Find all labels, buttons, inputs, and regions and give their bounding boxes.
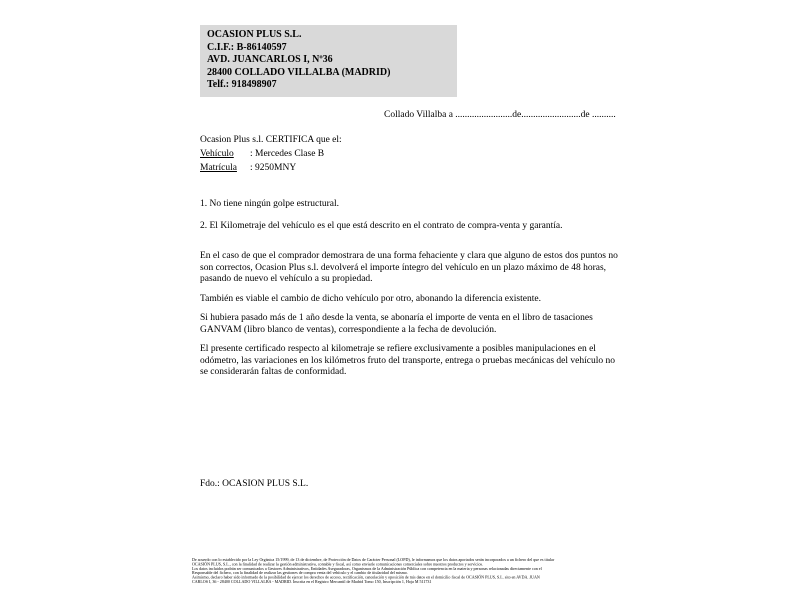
legal-footer [192,558,615,584]
paragraph-refund: En el caso de que el comprador demostrara de una forma fehaciente y clara que alguno de estos dos puntos no son correctos, Ocasion Plus s.l. devolverá el importe íntegro del vehículo en un plazo máximo de 48 horas, pasando de nuevo el vehículo a su propiedad. [200,251,618,284]
point-mileage: 2. El Kilometraje del vehículo es el que está descrito en el contrato de compra-venta y garantía. [200,220,563,231]
footer-line-6: CARLOS I, 36 - 28400 COLLADO VILLALBA - MADRID. Inscrita en el Registro Mercantil de Madrid Tomo 150, Inscripción 1, Hoja M 511731 [192,579,432,585]
plate-label-wrap [200,161,250,175]
paragraph-exchange: También es viable el cambio de dicho vehículo por otro, abonando la diferencia existente. [200,293,541,304]
footer-line-2: OCASIÓN PLUS, S.L., con la finalidad de realizar la gestión administrativa, contable y fiscal, así como enviarle comunicaciones comerciales sobre nuestros productos y servicios. [192,561,484,567]
paragraph-odometer: El presente certificado respecto al kilometraje se refiere exclusivamente a posibles manipulaciones en el odómetro, las variaciones en los kilómetros fruto del transporte, entrega o pruebas mecánicas del vehículo no se considerarán faltas de conformidad. [200,344,615,377]
certify-intro: Ocasion Plus s.l. CERTIFICA que el: [200,135,342,145]
plate-label: Matrícula [200,163,237,173]
footer-line-3: Los datos incluidos podrán ser comunicados a Gestores Administrativos, Entidades Aseguradoras, Organismos de la Administración Pública con competencia en la materia y personas relacionadas directamente con el [192,566,542,571]
vehicle-value: : Mercedes Clase B [250,149,325,159]
vehicle-line [200,147,618,161]
vehicle-label: Vehículo [200,149,234,159]
company-name: OCASION PLUS S.L. [207,29,302,40]
company-phone: Telf.: 918498907 [207,79,277,90]
company-address: AVD. JUANCARLOS I, Nº36 [207,54,333,65]
signature-line: Fdo.: OCASION PLUS S.L. [200,478,309,489]
footer-line-1: De acuerdo con lo establecido por la Ley Orgánica 15/1999, de 13 de diciembre, de Protección de Datos de Carácter Personal (LOPD), le informamos que los datos aportados serán incorporados a un fichero del que es titular [192,557,555,563]
company-cif: C.I.F.: B-86140597 [207,41,287,53]
vehicle-label-wrap [200,147,250,161]
date-line: Collado Villalba a ........................de.........................de .......... [384,110,616,120]
point-structural: 1. No tiene ningún golpe estructural. [200,199,340,209]
footer-line-5: Asimismo, declaro haber sido informado de la posibilidad de ejercer los derechos de acceso, rectificación, cancelación y oposición de mis datos en el domicilio fiscal de OCASIÓN PLUS, S.L. sito en AVDA. JUAN [192,575,540,580]
company-city: 28400 COLLADO VILLALBA (MADRID) [207,66,391,78]
document-body [200,133,618,490]
paragraph-ganvam: Si hubiera pasado más de 1 año desde la venta, se abonaría el importe de venta en el libro de tasaciones GANVAM (libro blanco de ventas), correspondiente a la fecha de devolución. [200,313,593,335]
plate-value: : 9250MNY [250,163,297,173]
company-header [200,25,457,97]
footer-line-4: Responsable del fichero, con la finalidad de realizar las gestiones de compra venta del vehículo y el cambio de titularidad del mismo. [192,570,408,576]
plate-line [200,161,618,175]
